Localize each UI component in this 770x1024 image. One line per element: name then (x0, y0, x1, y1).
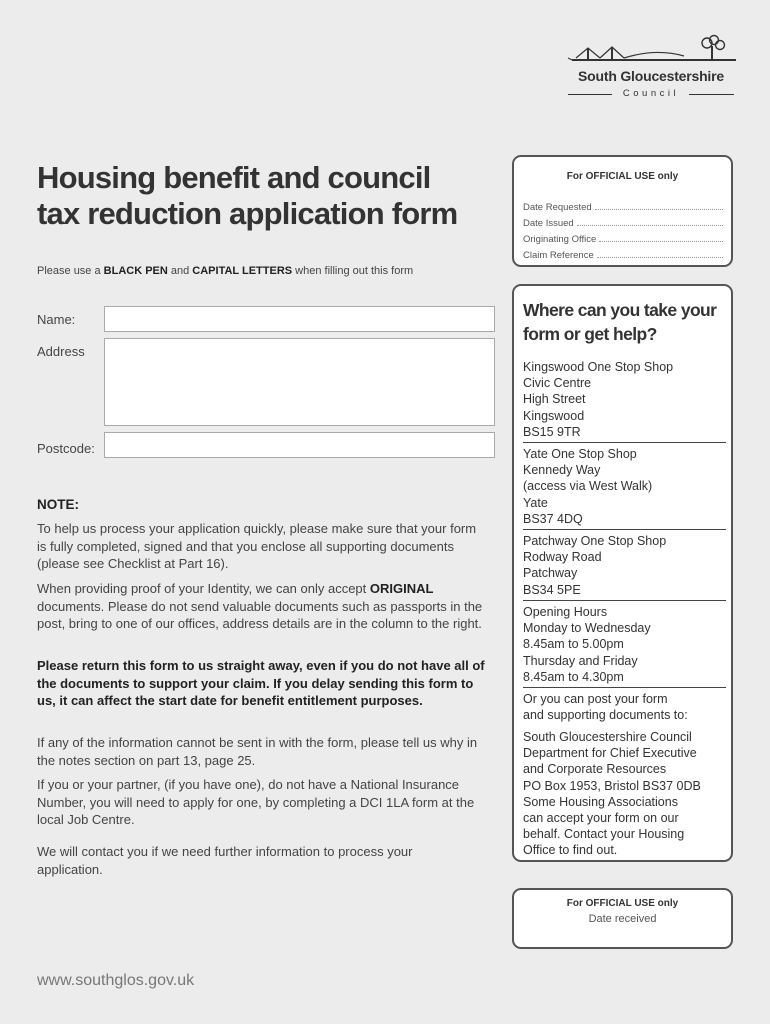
official-row-originating-office (523, 234, 723, 245)
help-line: can accept your form on our (523, 811, 679, 826)
page-title (37, 160, 507, 232)
address-label: Address (37, 344, 85, 359)
note-p2-post: documents. Please do not send valuable documents such as passports in the post, bring to one of our offices, address details are in the column to the right. (37, 598, 483, 631)
claim-reference-label: Claim Reference (523, 250, 594, 261)
help-line: 8.45am to 4.30pm (523, 669, 624, 684)
help-line: Thursday and Friday (523, 653, 638, 668)
logo-council: Council (622, 88, 680, 99)
note-paragraph-2 (37, 580, 489, 633)
date-received-label: Date received (588, 913, 657, 925)
instruction-mid: and (167, 265, 193, 277)
help-divider (523, 529, 726, 530)
help-block-yate (523, 446, 723, 527)
help-block-kingswood (523, 359, 723, 440)
note-paragraph-4: If any of the information cannot be sent in with the form, please tell us why in the notes section on part 13, page 25. (37, 735, 478, 768)
originating-office-label: Originating Office (523, 234, 597, 245)
help-line: Department for Chief Executive (523, 746, 697, 761)
help-line: Yate (523, 495, 548, 510)
date-issued-label: Date Issued (523, 218, 574, 229)
help-line: 8.45am to 5.00pm (523, 637, 624, 652)
note-heading: NOTE: (37, 497, 79, 512)
help-line: BS15 9TR (523, 424, 581, 439)
note-p2-pre: When providing proof of your Identity, we can only accept (37, 581, 370, 596)
help-line: behalf. Contact your Housing (523, 827, 685, 842)
help-line: Office to find out. (523, 843, 618, 858)
help-divider (523, 687, 726, 688)
help-line: (access via West Walk) (523, 479, 653, 494)
help-block-opening-hours (523, 604, 723, 685)
help-line: High Street (523, 392, 586, 407)
official-row-date-issued (523, 218, 723, 229)
logo-rule-right (689, 94, 734, 95)
note-p2-original: ORIGINAL (369, 581, 434, 596)
note-paragraph-1: To help us process your application quickly, please make sure that your form is fully completed, signed and that you enclose all supporting documents (please see Checklist at Part 16). (37, 521, 477, 571)
postcode-field[interactable] (104, 432, 495, 458)
instruction-text (37, 265, 413, 277)
instruction-post: when filling out this form (292, 265, 414, 277)
instruction-black-pen: BLACK PEN (103, 265, 168, 277)
help-box (512, 284, 733, 862)
help-title: Where can you take your form or get help? (523, 300, 717, 344)
help-line: BS34 5PE (523, 582, 581, 597)
postcode-label: Postcode: (37, 441, 95, 456)
help-line: Or you can post your form (523, 692, 668, 706)
help-line: Kennedy Way (523, 463, 601, 478)
council-logo (566, 34, 736, 100)
note-paragraph-5: If you or your partner, (if you have one), do not have a National Insurance Number, you will need to apply for one, by completing a DCI 1LA form at the local Job Centre. (37, 777, 475, 827)
title-line-2: tax reduction application form (37, 196, 458, 231)
name-field[interactable] (104, 306, 495, 332)
bridge-tree-logo-icon (566, 34, 736, 66)
title-line-1: Housing benefit and council (37, 160, 431, 195)
help-line: Patchway (523, 566, 578, 581)
help-line: Monday to Wednesday (523, 621, 651, 636)
help-line: Yate One Stop Shop (523, 447, 637, 461)
instruction-capitals: CAPITAL LETTERS (192, 265, 293, 277)
help-line: PO Box 1953, Bristol BS37 0DB (523, 778, 701, 793)
help-line: Civic Centre (523, 376, 592, 391)
help-line: Kingswood (523, 408, 585, 423)
help-line: BS37 4DQ (523, 511, 583, 526)
instruction-pre: Please use a (37, 265, 104, 277)
official-use-box-bottom (512, 888, 733, 949)
help-divider (523, 600, 726, 601)
help-line: and Corporate Resources (523, 762, 667, 777)
help-line: Rodway Road (523, 550, 602, 565)
help-block-post (523, 691, 723, 723)
official-row-date-requested (523, 202, 723, 213)
help-line: South Gloucestershire Council (523, 730, 692, 744)
footer-url[interactable]: www.southglos.gov.uk (37, 972, 195, 989)
help-line: Some Housing Associations (523, 794, 678, 809)
date-requested-label: Date Requested (523, 202, 592, 213)
official-use-heading: For OFFICIAL USE only (566, 171, 679, 182)
help-line: Opening Hours (523, 605, 608, 619)
official-use-heading-bottom: For OFFICIAL USE only (566, 898, 679, 909)
note-paragraph-3: Please return this form to us straight away, even if you do not have all of the documents to support your claim. If you delay sending this form to us, it can affect the start date for benefit entitlement purposes. (37, 658, 485, 708)
help-line: and supporting documents to: (523, 708, 688, 723)
address-field[interactable] (104, 338, 495, 426)
note-paragraph-6: We will contact you if we need further information to process your application. (37, 844, 413, 877)
official-use-box-top (512, 155, 733, 267)
help-block-council-address (523, 729, 723, 859)
logo-name: South Gloucestershire (578, 68, 724, 84)
help-line: Kingswood One Stop Shop (523, 360, 674, 374)
help-block-patchway (523, 533, 723, 598)
name-label: Name: (37, 312, 76, 327)
help-line: Patchway One Stop Shop (523, 534, 667, 548)
official-row-claim-reference (523, 250, 723, 261)
help-divider (523, 442, 726, 443)
